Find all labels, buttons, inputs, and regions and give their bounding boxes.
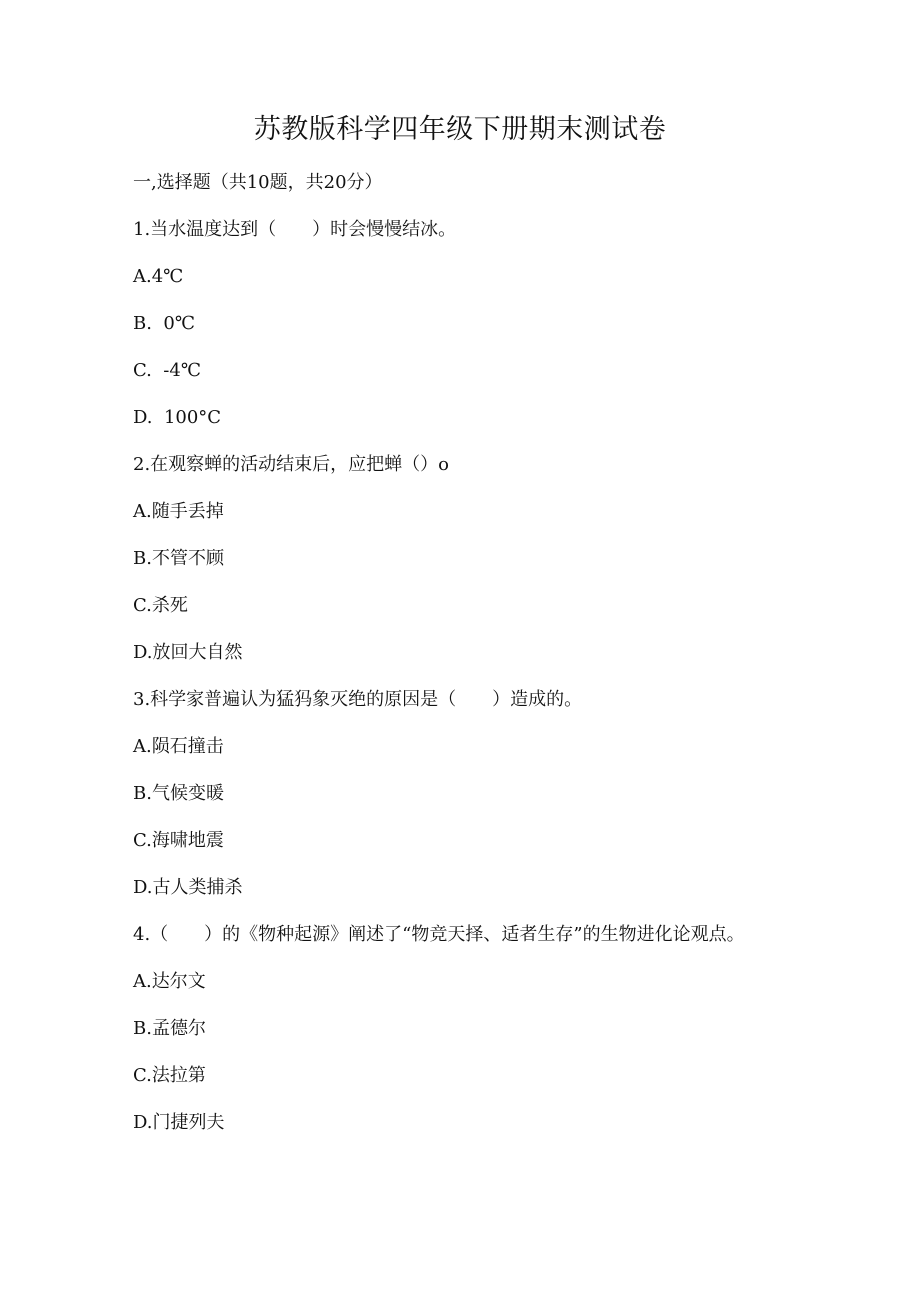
question-2-option-d: D.放回大自然 [133,642,243,663]
question-1-option-a: A.4℃ [133,266,184,287]
page-title: 苏教版科学四年级下册期末测试卷 [253,114,667,145]
question-2-option-b: B.不管不顾 [133,548,224,569]
question-4-option-b: B.孟德尔 [133,1018,206,1039]
exam-content [133,171,758,1158]
section-heading: 一,选择题（共10题，共20分） [133,172,383,193]
question-2-stem: 2.在观察蝉的活动结束后，应把蝉（）o [133,454,450,475]
question-1-option-c: C. -4℃ [133,360,201,381]
question-4-stem: 4.（ ）的《物种起源》阐述了“物竞天择、适者生存”的生物进化论观点。 [133,924,745,945]
question-3-option-a: A.陨石撞击 [133,736,224,757]
question-4-option-d: D.门捷列夫 [133,1112,225,1133]
question-1-stem: 1.当水温度达到（ ）时会慢慢结冰。 [133,219,457,240]
question-2-option-c: C.杀死 [133,595,188,616]
question-3-option-c: C.海啸地震 [133,830,224,851]
question-3-option-d: D.古人类捕杀 [133,877,243,898]
question-4-option-c: C.法拉第 [133,1065,206,1086]
question-3-stem: 3.科学家普遍认为猛犸象灭绝的原因是（ ）造成的。 [133,689,583,710]
question-1-option-d: D. 100°C [133,407,222,428]
question-1-option-b: B. 0℃ [133,313,195,334]
question-2-option-a: A.随手丢掉 [133,501,224,522]
question-3-option-b: B.气候变暖 [133,783,224,804]
question-4-option-a: A.达尔文 [133,971,206,992]
